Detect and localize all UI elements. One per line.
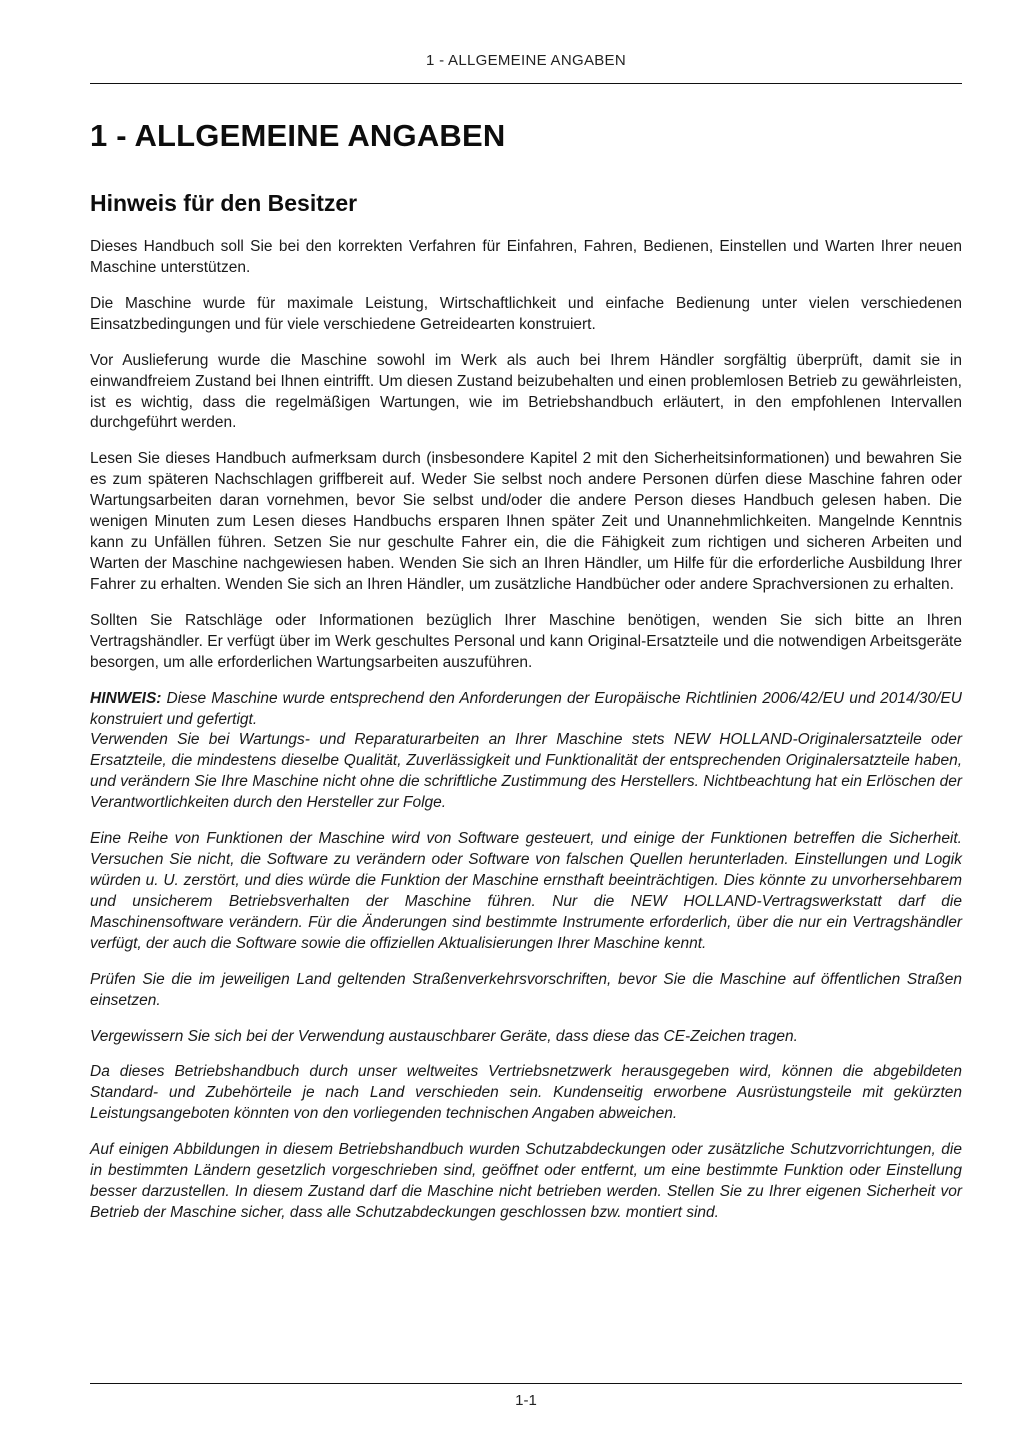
footer-rule [90,1383,962,1384]
page-footer [90,1383,962,1409]
paragraph: Lesen Sie dieses Handbuch aufmerksam durch (insbesondere Kapitel 2 mit den Sicherheitsinformationen) und bewahren Sie es zum späteren Nachschlagen griffbereit auf. Weder Sie selbst noch andere Personen dürfen diese Maschine fahren oder Wartungsarbeiten daran vornehmen, bevor Sie selbst und/oder die andere Person dieses Handbuch gelesen haben. Die wenigen Minuten zum Lesen dieses Handbuchs ersparen Ihnen später Zeit und Unannehmlichkeiten. Mangelnde Kenntnis kann zu Unfällen führen. Setzen Sie nur geschulte Fahrer ein, die die Fähigkeit zum richtigen und sicheren Arbeiten und Warten der Maschine nachgewiesen haben. Wenden Sie sich an Ihren Händler, um Hilfe für die erforderliche Ausbildung Ihrer Fahrer zu erhalten. Wenden Sie sich an Ihren Händler, um zusätzliche Handbücher oder andere Sprachversionen zu erhalten. [90,450,962,593]
paragraph: Eine Reihe von Funktionen der Maschine wird von Software gesteuert, und einige der Funktionen betreffen die Sicherheit. Versuchen Sie nicht, die Software zu verändern oder Software von falschen Quellen herunterladen. Einstellungen und Logik würden u. U. zerstört, und dies würde die Funktion der Maschine ernsthaft beeinträchtigen. Dies könnte zu unvorhersehbarem und unsicherem Betriebsverhalten der Maschine führen. Nur die NEW HOLLAND-Vertragswerkstatt darf die Maschinensoftware verändern. Für die Änderungen sind bestimmte Instrumente erforderlich, über die nur ein Vertragshändler verfügt, der auch die Software sowie die offiziellen Aktualisierungen Ihrer Maschine kennt. [90,830,962,952]
page-number: 1-1 [515,1392,537,1409]
header-rule [90,83,962,84]
note-label: HINWEIS: [90,689,162,707]
paragraph: Vor Auslieferung wurde die Maschine sowohl im Werk als auch bei Ihrem Händler sorgfältig überprüft, damit sie in einwandfreiem Zustand bei Ihnen eintrifft. Um diesen Zustand beizubehalten und einen problemlosen Betrieb zu gewährleisten, ist es wichtig, dass die regelmäßigen Wartungen, wie im Betriebshandbuch erläutert, in den empfohlenen Intervallen durchgeführt werden. [90,351,962,432]
paragraph: Dieses Handbuch soll Sie bei den korrekten Verfahren für Einfahren, Fahren, Bedienen, Einstellen und Warten Ihrer neuen Maschine unterstützen. [90,238,962,276]
section-heading: Hinweis für den Besitzer [90,190,358,216]
paragraph: Sollten Sie Ratschläge oder Informationen bezüglich Ihrer Maschine benötigen, wenden Sie sich bitte an Ihren Vertragshändler. Er verfügt über im Werk geschultes Personal und kann Original-Ersatzteile und die notwendigen Arbeitsgeräte besorgen, um alle erforderlichen Wartungsarbeiten auszuführen. [90,611,962,671]
paragraph: Prüfen Sie die im jeweiligen Land geltenden Straßenverkehrsvorschriften, bevor Sie die Maschine auf öffentlichen Straßen einsetzen. [90,970,962,1009]
note-paragraph-continuation: Verwenden Sie bei Wartungs- und Reparaturarbeiten an Ihrer Maschine stets NEW HOLLAND-Originalersatzteile oder Ersatzteile, die mindestens dieselbe Qualität, Zuverlässigkeit und Funktionalität der entsprechenden Originalersatzteile haben, und verändern Sie Ihre Maschine nicht ohne die schriftliche Zustimmung des Herstellers. Nichtbeachtung hat ein Erlöschen der Verantwortlichkeiten durch den Hersteller zur Folge. [90,731,962,812]
note-text: Diese Maschine wurde entsprechend den Anforderungen der Europäische Richtlinien 2006/42/EU und 2014/30/EU konstruiert und gefertigt. [90,689,962,728]
note-paragraph [90,689,962,731]
paragraph: Vergewissern Sie sich bei der Verwendung austauschbarer Geräte, dass diese das CE-Zeichen tragen. [90,1027,798,1045]
paragraph: Da dieses Betriebshandbuch durch unser weltweites Vertriebsnetzwerk herausgegeben wird, können die abgebildeten Standard- und Zubehörteile je nach Land verschieden sein. Kundenseitig erworbene Ausrüstungsteile mit gekürzten Leistungsangeboten könnten von den vorliegenden technischen Angaben abweichen. [90,1063,962,1123]
paragraph: Die Maschine wurde für maximale Leistung, Wirtschaftlichkeit und einfache Bedienung unter vielen verschiedenen Einsatzbedingungen und für viele verschiedene Getreidearten konstruiert. [90,294,962,333]
paragraph: Auf einigen Abbildungen in diesem Betriebshandbuch wurden Schutzabdeckungen oder zusätzliche Schutzvorrichtungen, die in bestimmten Ländern gesetzlich vorgeschrieben sind, geöffnet oder entfernt, um eine bestimmte Funktion oder Einstellung besser darzustellen. In diesem Zustand darf die Maschine nicht betrieben werden. Stellen Sie zu Ihrer eigenen Sicherheit vor Betrieb der Maschine sicher, dass alle Schutzabdeckungen geschlossen bzw. montiert sind. [90,1141,962,1221]
running-header: 1 - ALLGEMEINE ANGABEN [425,52,626,69]
page-title: 1 - ALLGEMEINE ANGABEN [90,118,506,153]
